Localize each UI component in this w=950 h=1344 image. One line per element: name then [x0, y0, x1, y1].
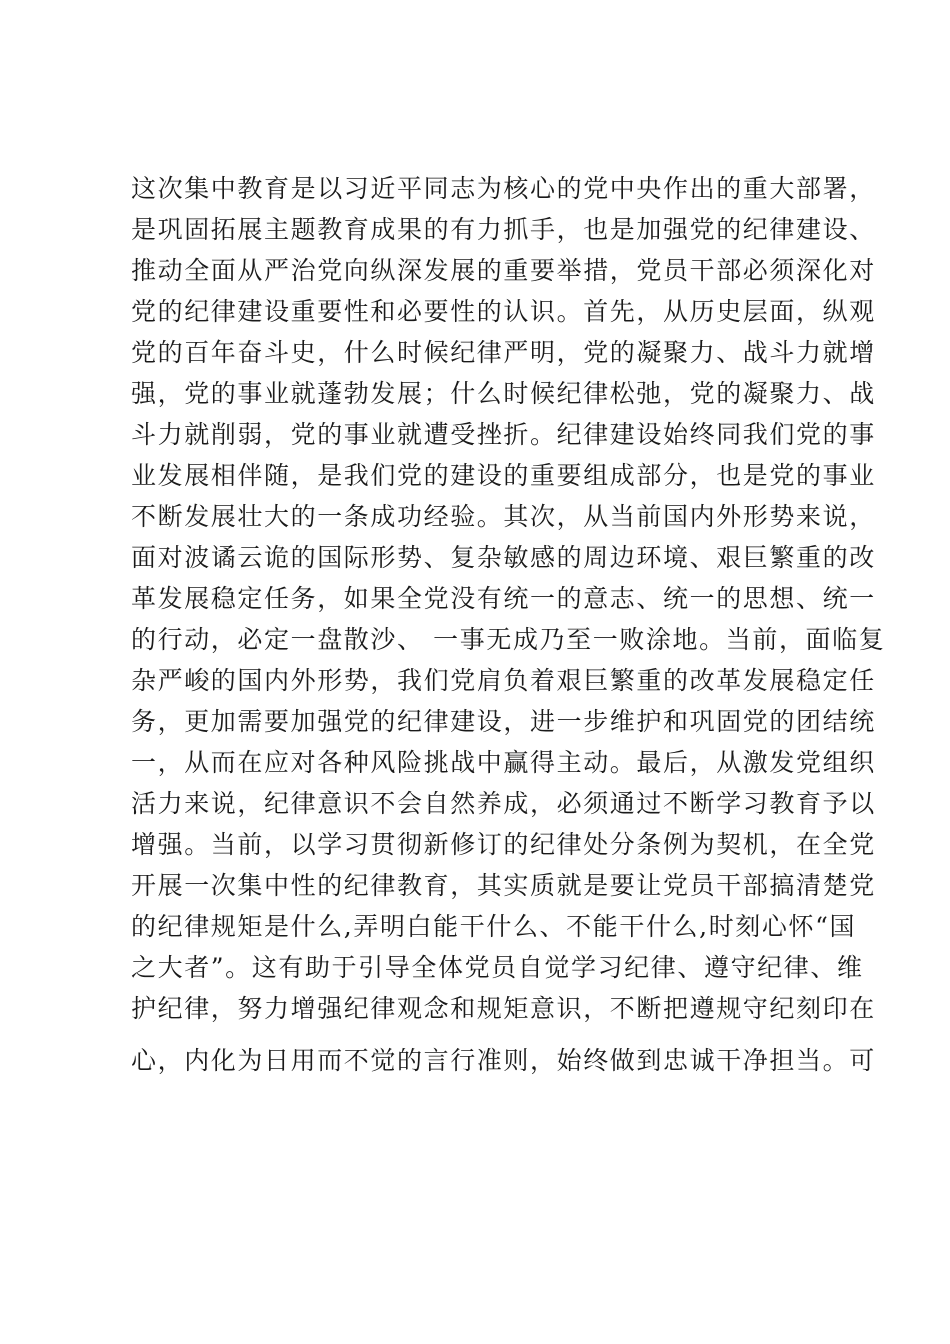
- text-line: 这次集中教育是以习近平同志为核心的党中央作出的重大部署，: [131, 174, 876, 203]
- text-line: 推动全面从严治党向纵深发展的重要举措，党员干部必须深化对: [131, 256, 876, 285]
- text-line: 务，更加需要加强党的纪律建设，进一步维护和巩固党的团结统: [131, 707, 876, 736]
- text-line: 的纪律规矩是什么,弄明白能干什么、不能干什么,时刻心怀“国: [131, 912, 857, 941]
- text-line: 活力来说，纪律意识不会自然养成，必须通过不断学习教育予以: [131, 789, 876, 818]
- text-line: 之大者”。这有助于引导全体党员自觉学习纪律、遵守纪律、维: [131, 953, 864, 982]
- text-line: 一，从而在应对各种风险挑战中赢得主动。最后，从激发党组织: [131, 748, 876, 777]
- text-line: 是巩固拓展主题教育成果的有力抓手，也是加强党的纪律建设、: [131, 215, 876, 244]
- text-line: 杂严峻的国内外形势，我们党肩负着艰巨繁重的改革发展稳定任: [131, 666, 876, 695]
- text-line: 强，党的事业就蓬勃发展；什么时候纪律松弛，党的凝聚力、战: [131, 379, 876, 408]
- text-line: 面对波谲云诡的国际形势、复杂敏感的周边环境、艰巨繁重的改: [131, 543, 876, 572]
- body-paragraph: [131, 168, 886, 1081]
- text-line: 党的纪律建设重要性和必要性的认识。首先，从历史层面，纵观: [131, 297, 876, 326]
- text-line: 护纪律，努力增强纪律观念和规矩意识，不断把遵规守纪刻印在: [131, 994, 876, 1023]
- text-line: 不断发展壮大的一条成功经验。其次，从当前国内外形势来说，: [131, 502, 876, 531]
- text-line: 业发展相伴随，是我们党的建设的重要组成部分，也是党的事业: [131, 461, 876, 490]
- text-line: 党的百年奋斗史，什么时候纪律严明，党的凝聚力、战斗力就增: [131, 338, 876, 367]
- text-line: 心，内化为日用而不觉的言行准则，始终做到忠诚干净担当。可: [131, 1046, 876, 1075]
- text-line: 开展一次集中性的纪律教育，其实质就是要让党员干部搞清楚党: [131, 871, 876, 900]
- text-line: 增强。当前，以学习贯彻新修订的纪律处分条例为契机，在全党: [131, 830, 876, 859]
- text-line: 的行动，必定一盘散沙、 一事无成乃至一败涂地。当前，面临复: [131, 625, 886, 654]
- text-line: 革发展稳定任务，如果全党没有统一的意志、统一的思想、统一: [131, 584, 876, 613]
- text-line: 斗力就削弱，党的事业就遭受挫折。纪律建设始终同我们党的事: [131, 420, 876, 449]
